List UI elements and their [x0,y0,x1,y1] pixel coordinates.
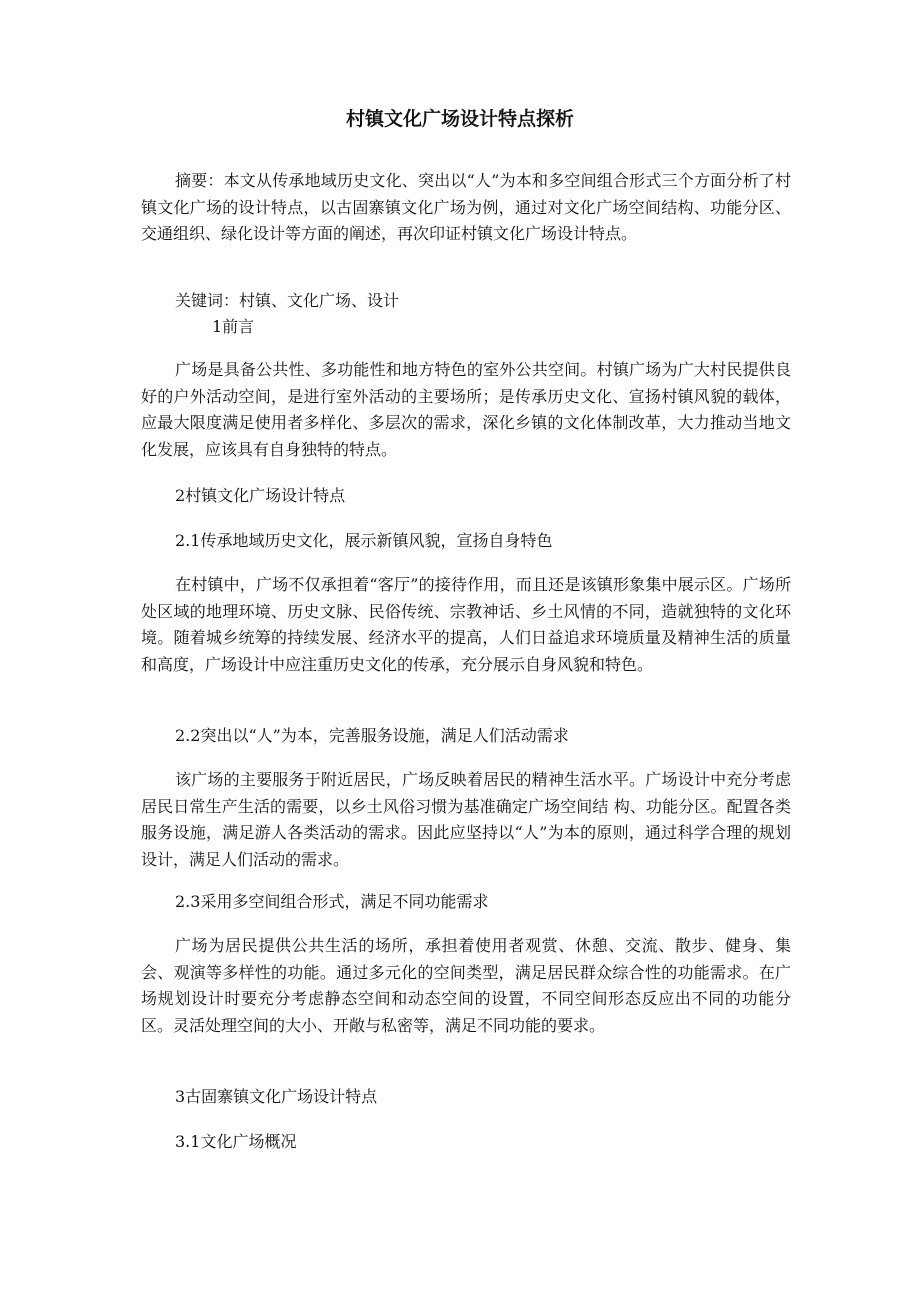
section-2-2-heading: 2.2突出以“人”为本，完善服务设施，满足人们活动需求 [175,726,569,745]
section-2-1-paragraph: 在村镇中，广场不仅承担着“客厅”的接待作用，而且还是该镇形象集中展示区。广场所处区域的地理环境、历史文脉、民俗传统、宗教神话、乡土风情的不同，造就独特的文化环境。随着城乡统筹的持续发展、经济水平的提高，人们日益追求环境质量及精神生活的质量和高度，广场设计中应注重历史文化的传承，充分展示自身风貌和特色。 [141,575,791,674]
section-2-3-paragraph: 广场为居民提供公共生活的场所，承担着使用者观赏、休憩、交流、散步、健身、集会、观演等多样性的功能。通过多元化的空间类型，满足居民群众综合性的功能需求。在广场规划设计时要充分考虑静态空间和动态空间的设置，不同空间形态反应出不同的功能分区。灵活处理空间的大小、开敞与私密等，满足不同功能的要求。 [141,936,791,1035]
section-3-1-heading: 3.1文化广场概况 [175,1132,297,1151]
abstract-paragraph: 摘要：本文从传承地域历史文化、突出以“人”为本和多空间组合形式三个方面分析了村镇文化广场的设计特点，以古固寨镇文化广场为例，通过对文化广场空间结构、功能分区、交通组织、绿化设计等方面的阐述，再次印证村镇文化广场设计特点。 [141,171,791,243]
section-1-heading: 1前言 [212,317,255,336]
section-2-heading: 2村镇文化广场设计特点 [175,486,346,505]
section-1-paragraph: 广场是具备公共性、多功能性和地方特色的室外公共空间。村镇广场为广大村民提供良好的户外活动空间，是进行室外活动的主要场所；是传承历史文化、宣扬村镇风貌的载体，应最大限度满足使用者多样化、多层次的需求，深化乡镇的文化体制改革，大力推动当地文化发展，应该具有自身独特的特点。 [141,360,791,459]
section-2-3-heading: 2.3采用多空间组合形式，满足不同功能需求 [175,892,489,911]
section-2-1-heading: 2.1传承地域历史文化，展示新镇风貌，宣扬自身特色 [175,531,553,550]
keywords-line: 关键词：村镇、文化广场、设计 [175,291,400,310]
section-3-heading: 3古固寨镇文化广场设计特点 [175,1087,378,1106]
document-title: 村镇文化广场设计特点探析 [345,108,574,130]
section-2-2-paragraph: 该广场的主要服务于附近居民，广场反映着居民的精神生活水平。广场设计中充分考虑居民日常生产生活的需要，以乡土风俗习惯为基准确定广场空间结 构、功能分区。配置各类服务设施，满足游人各类活动的需求。因此应坚持以“人”为本的原则，通过科学合理的规划设计，满足人们活动的需求。 [141,770,791,869]
